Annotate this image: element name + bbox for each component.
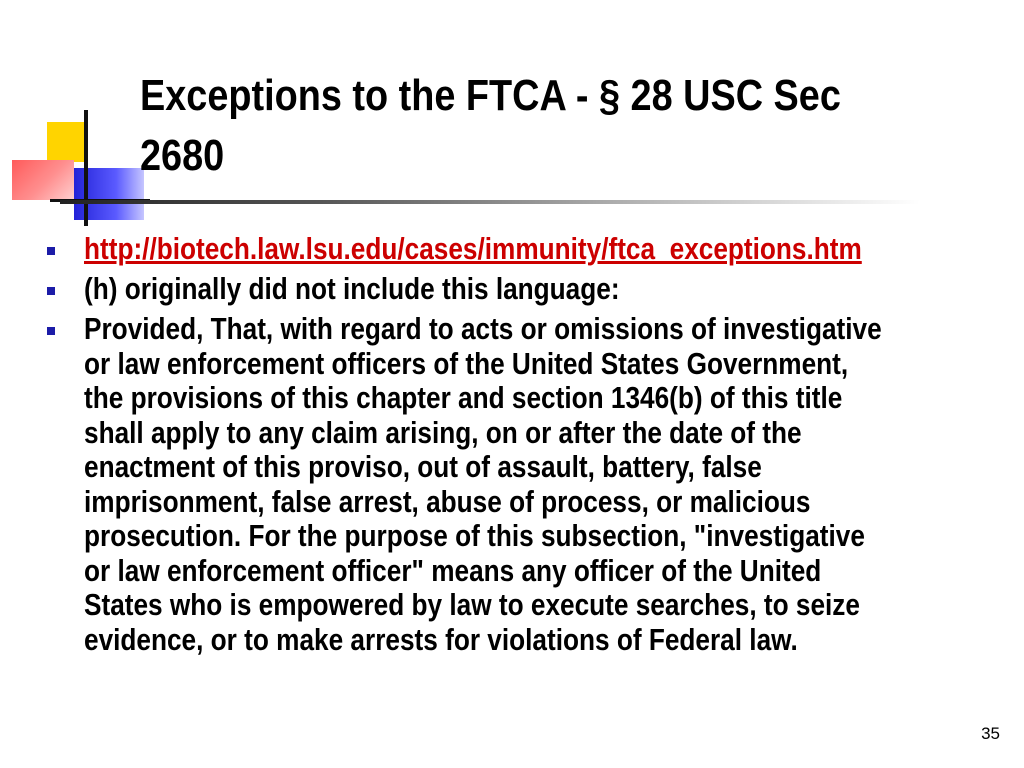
ftca-exceptions-link[interactable]: http://biotech.law.lsu.edu/cases/immunity/ftca_exceptions.htm: [84, 231, 862, 266]
red-square-decoration: [12, 160, 74, 200]
bullet-square-icon: [47, 287, 55, 295]
vertical-line-decoration: [84, 110, 88, 226]
yellow-square-decoration: [47, 122, 87, 162]
title-underline: [60, 200, 920, 204]
bullet-text: (h) originally did not include this language:: [84, 271, 620, 306]
bullet-list: [0, 232, 1024, 657]
slide-title: Exceptions to the FTCA - § 28 USC Sec 2680: [140, 71, 841, 180]
bullet-item-link: [0, 232, 1010, 272]
bullet-item-proviso: [0, 312, 1010, 657]
bullet-text: Provided, That, with regard to acts or omissions of investigative or law enforcement officers of the United States Government, the provisions of this chapter and section 1346(b) of this title shall apply to any claim arising, on or after the date of the enactment of this proviso, out of assault, battery, false imprisonment, false arrest, abuse of process, or malicious prosecution. For the purpose of this subsection, "investigative or law enforcement officer" means any officer of the United States who is empowered by law to execute searches, to seize evidence, or to make arrests for violations of Federal law.: [84, 311, 882, 657]
corner-decoration: [0, 0, 160, 240]
bullet-item-original-language: [0, 272, 1010, 312]
page-number: 35: [981, 724, 1000, 743]
bullet-square-icon: [47, 327, 55, 335]
bullet-square-icon: [47, 247, 55, 255]
